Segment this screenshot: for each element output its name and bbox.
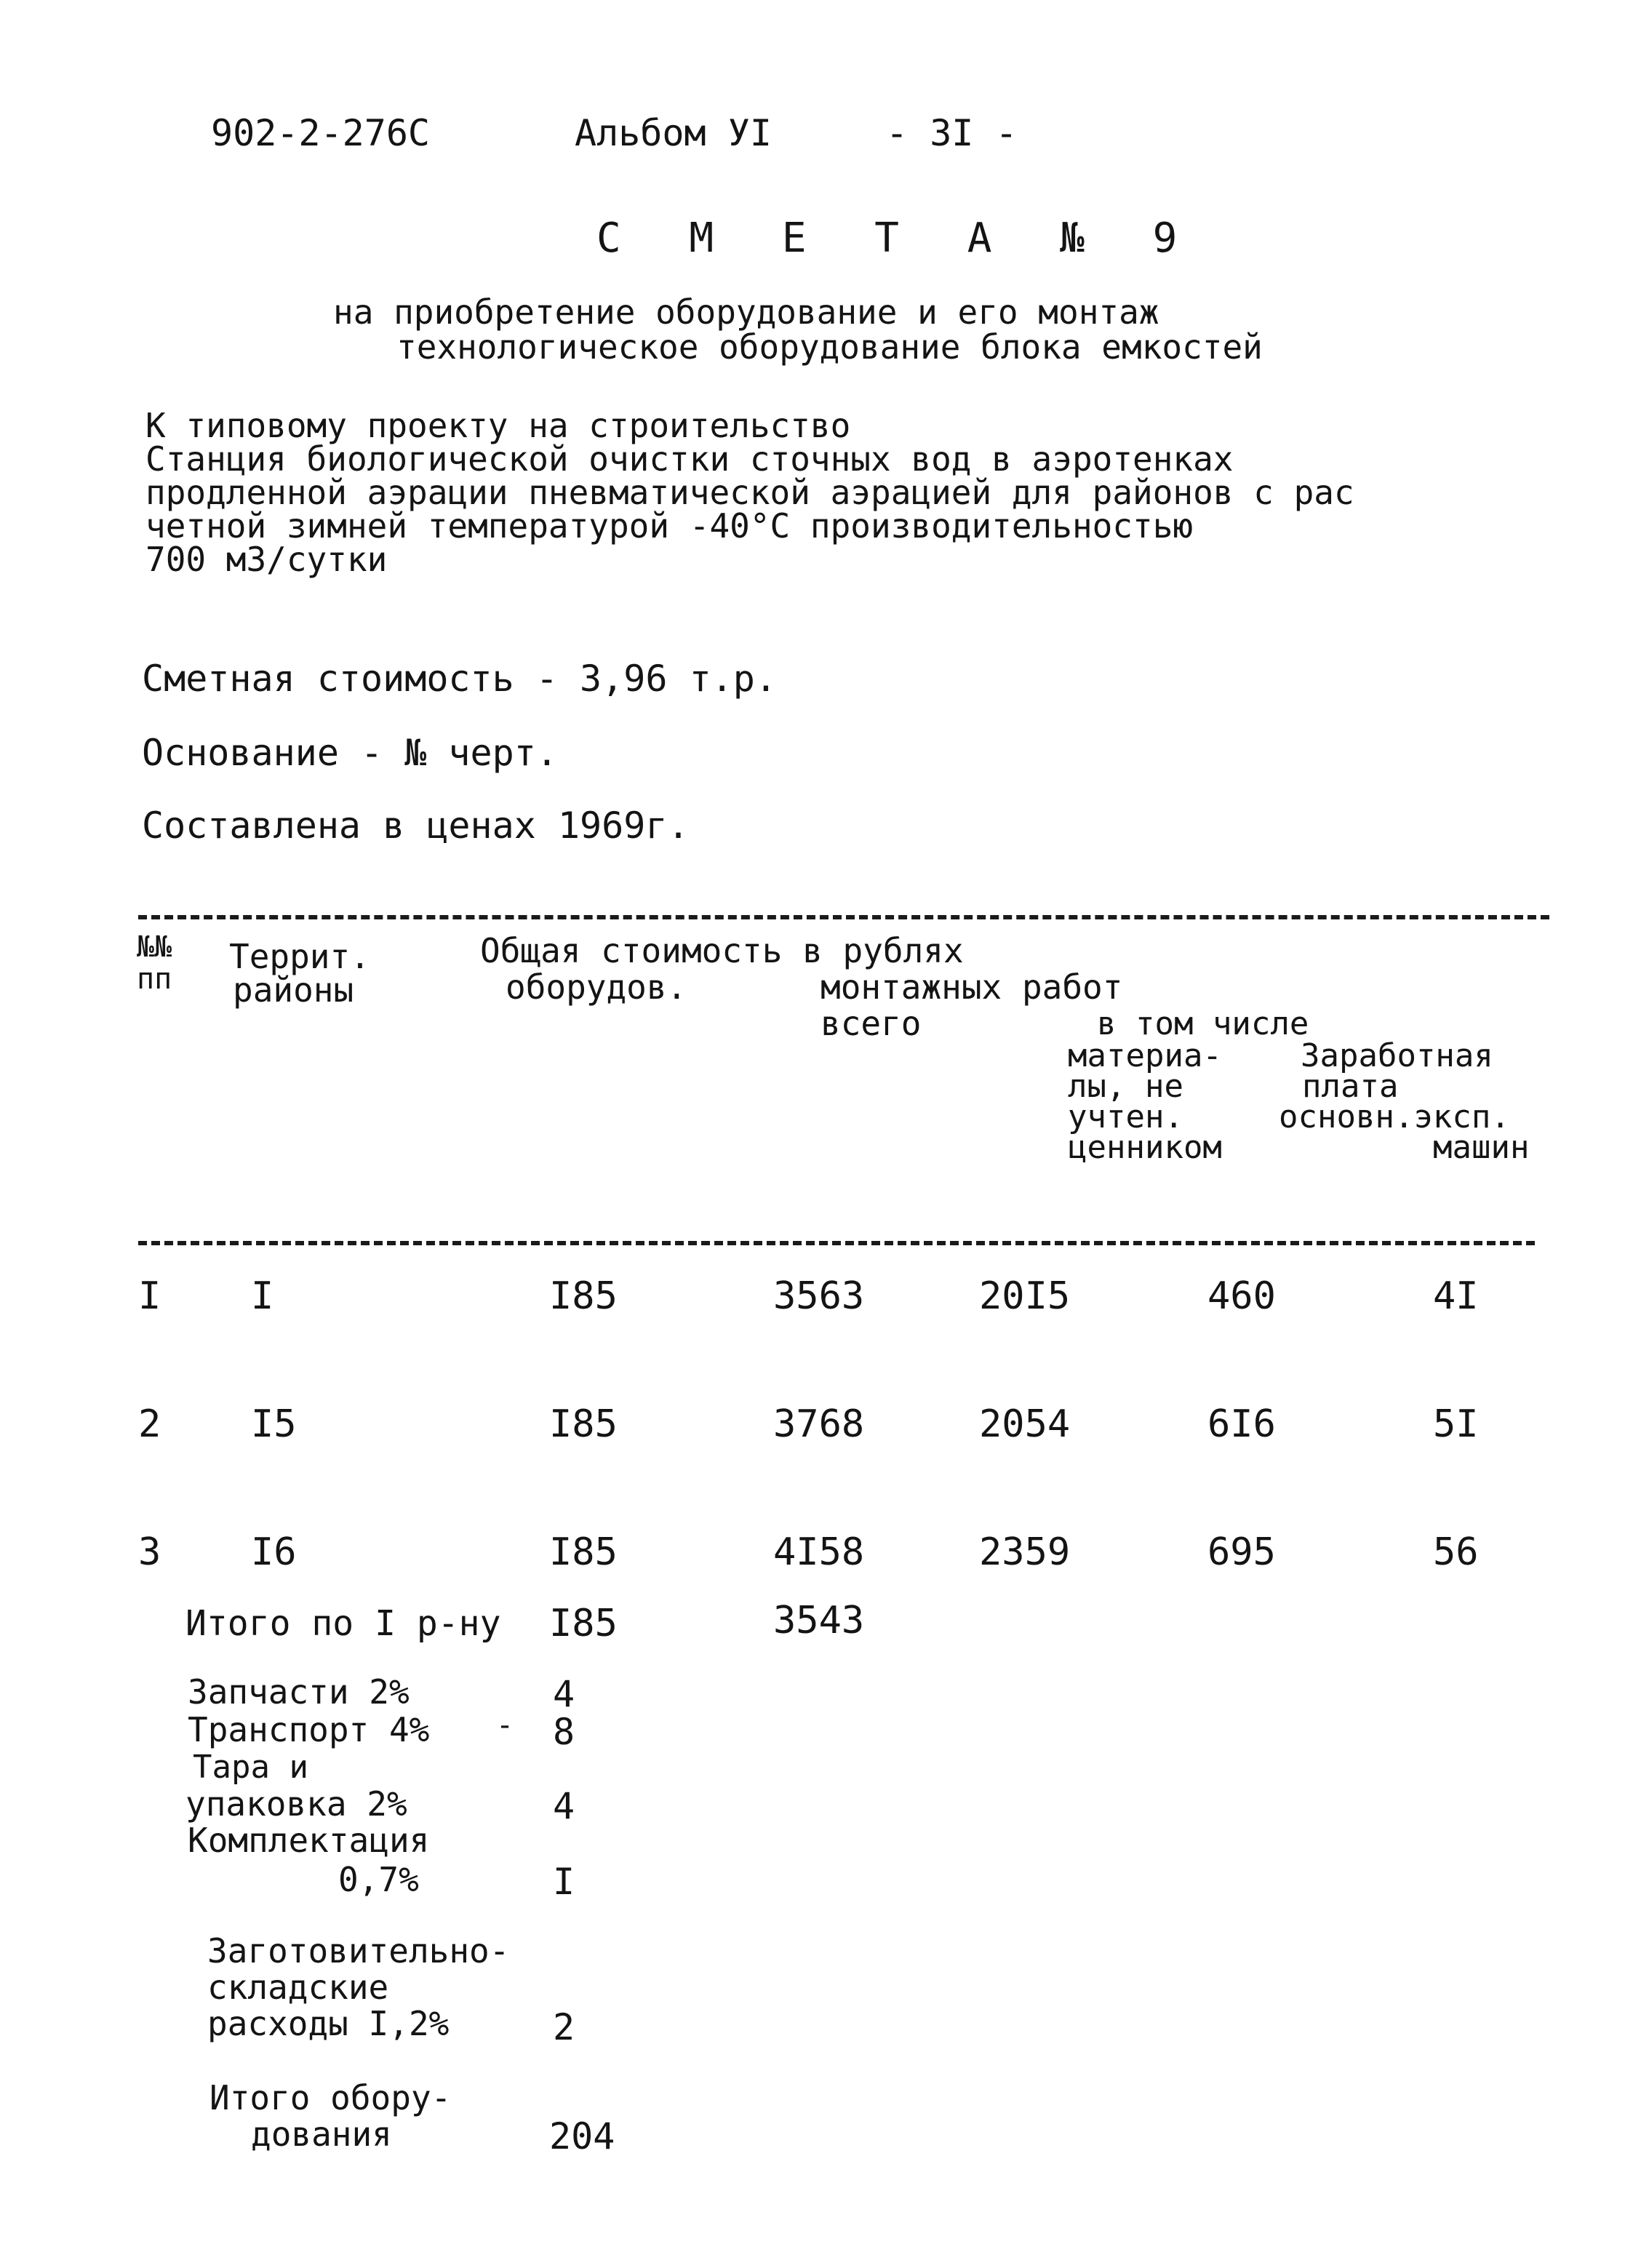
page-number: - 3I - [886,112,1018,154]
header-wage-2: плата [1302,1068,1399,1105]
row2-region: I5 [251,1402,297,1446]
row1-materials: 20I5 [979,1274,1071,1318]
row1-total: 3563 [773,1274,865,1318]
tara-label-2: упаковка 2% [185,1784,407,1824]
zag-label-2: складские [207,1968,389,2007]
row3-num: 3 [138,1530,161,1574]
header-install: монтажных работ [820,967,1123,1007]
header-num-1: №№ [137,930,172,964]
tara-value: 4 [553,1785,575,1827]
header-materials-4: ценником [1068,1129,1222,1166]
itogo-label: Итого по I р-ну [185,1603,501,1644]
row3-wage-main: 695 [1207,1530,1276,1574]
zag-label-1: Заготовительно- [207,1931,510,1970]
header-materials-1: материа- [1068,1037,1222,1074]
header-region-1: Террит. [229,937,370,976]
kompl-label-1: Комплектация [188,1821,430,1860]
itogo-total: 3543 [773,1599,865,1642]
estimated-cost: Сметная стоимость - 3,96 т.р. [142,658,777,700]
row2-materials: 2054 [979,1402,1071,1446]
zag-label-3: расходы I,2% [207,2004,450,2043]
kompl-value: I [553,1861,575,1903]
transport-label: Транспорт 4% [188,1710,430,1749]
basis-line: Основание - № черт. [142,732,558,774]
row3-wage-mach: 56 [1433,1530,1479,1574]
album-label: Альбом УI [575,112,772,154]
row2-total: 3768 [773,1402,865,1446]
subtitle-line-1: на приобретение оборудование и его монтаж [333,292,1159,332]
row3-equip: I85 [549,1530,618,1574]
row3-region: I6 [251,1530,297,1574]
header-materials-3: учтен. [1068,1098,1183,1135]
header-total-cost: Общая стоимость в рублях [480,931,964,970]
table-top-rule [138,915,1549,919]
header-wage-4: машин [1433,1129,1530,1166]
prices-line: Составлена в ценах 1969г. [142,804,690,847]
document-title: С М Е Т А № 9 [596,215,1199,262]
row2-num: 2 [138,1402,161,1446]
row1-num: I [138,1274,161,1318]
row1-region: I [251,1274,274,1318]
tara-label-1: Тара и [193,1749,308,1786]
header-equipment: оборудов. [506,967,687,1007]
spare-label: Запчасти 2% [188,1672,410,1712]
row2-wage-mach: 5I [1433,1402,1479,1446]
row1-equip: I85 [549,1274,618,1318]
row1-wage-main: 460 [1207,1274,1276,1318]
transport-value: 8 [553,1711,575,1753]
row3-materials: 2359 [979,1530,1071,1574]
total-label-2: дования [251,2115,392,2154]
header-all: всего [820,1004,922,1043]
row2-equip: I85 [549,1402,618,1446]
project-line-1: К типовому проекту на строительство [145,406,851,445]
row3-total: 4I58 [773,1530,865,1574]
zag-value: 2 [553,2006,575,2048]
total-label-1: Итого обору- [209,2078,452,2117]
header-region-2: районы [233,970,354,1010]
header-incl: в том числе [1097,1005,1309,1042]
transport-dash: - [496,1709,514,1742]
row2-wage-main: 6I6 [1207,1402,1276,1446]
header-wage-3: основн.эксп. [1279,1098,1510,1135]
subtitle-line-2: технологическое оборудование блока емкостей [396,327,1263,367]
document-code: 902-2-276С [211,112,431,154]
project-line-2: Станция биологической очистки сточных вод в аэротенках [145,439,1234,479]
table-header-rule [138,1241,1535,1245]
total-value: 204 [549,2115,615,2157]
header-materials-2: лы, не [1068,1068,1183,1105]
project-line-5: 700 м3/сутки [145,540,388,579]
itogo-equip: I85 [549,1602,618,1645]
project-line-3: продленной аэрации пневматической аэрацией для районов с рас [145,473,1354,512]
spare-value: 4 [553,1673,575,1715]
header-num-2: пп [137,962,172,996]
kompl-label-2: 0,7% [338,1860,419,1899]
header-wage-1: Заработная [1301,1037,1493,1074]
project-line-4: четной зимней температурой -40°С производительностью [145,506,1194,546]
row1-wage-mach: 4I [1433,1274,1479,1318]
